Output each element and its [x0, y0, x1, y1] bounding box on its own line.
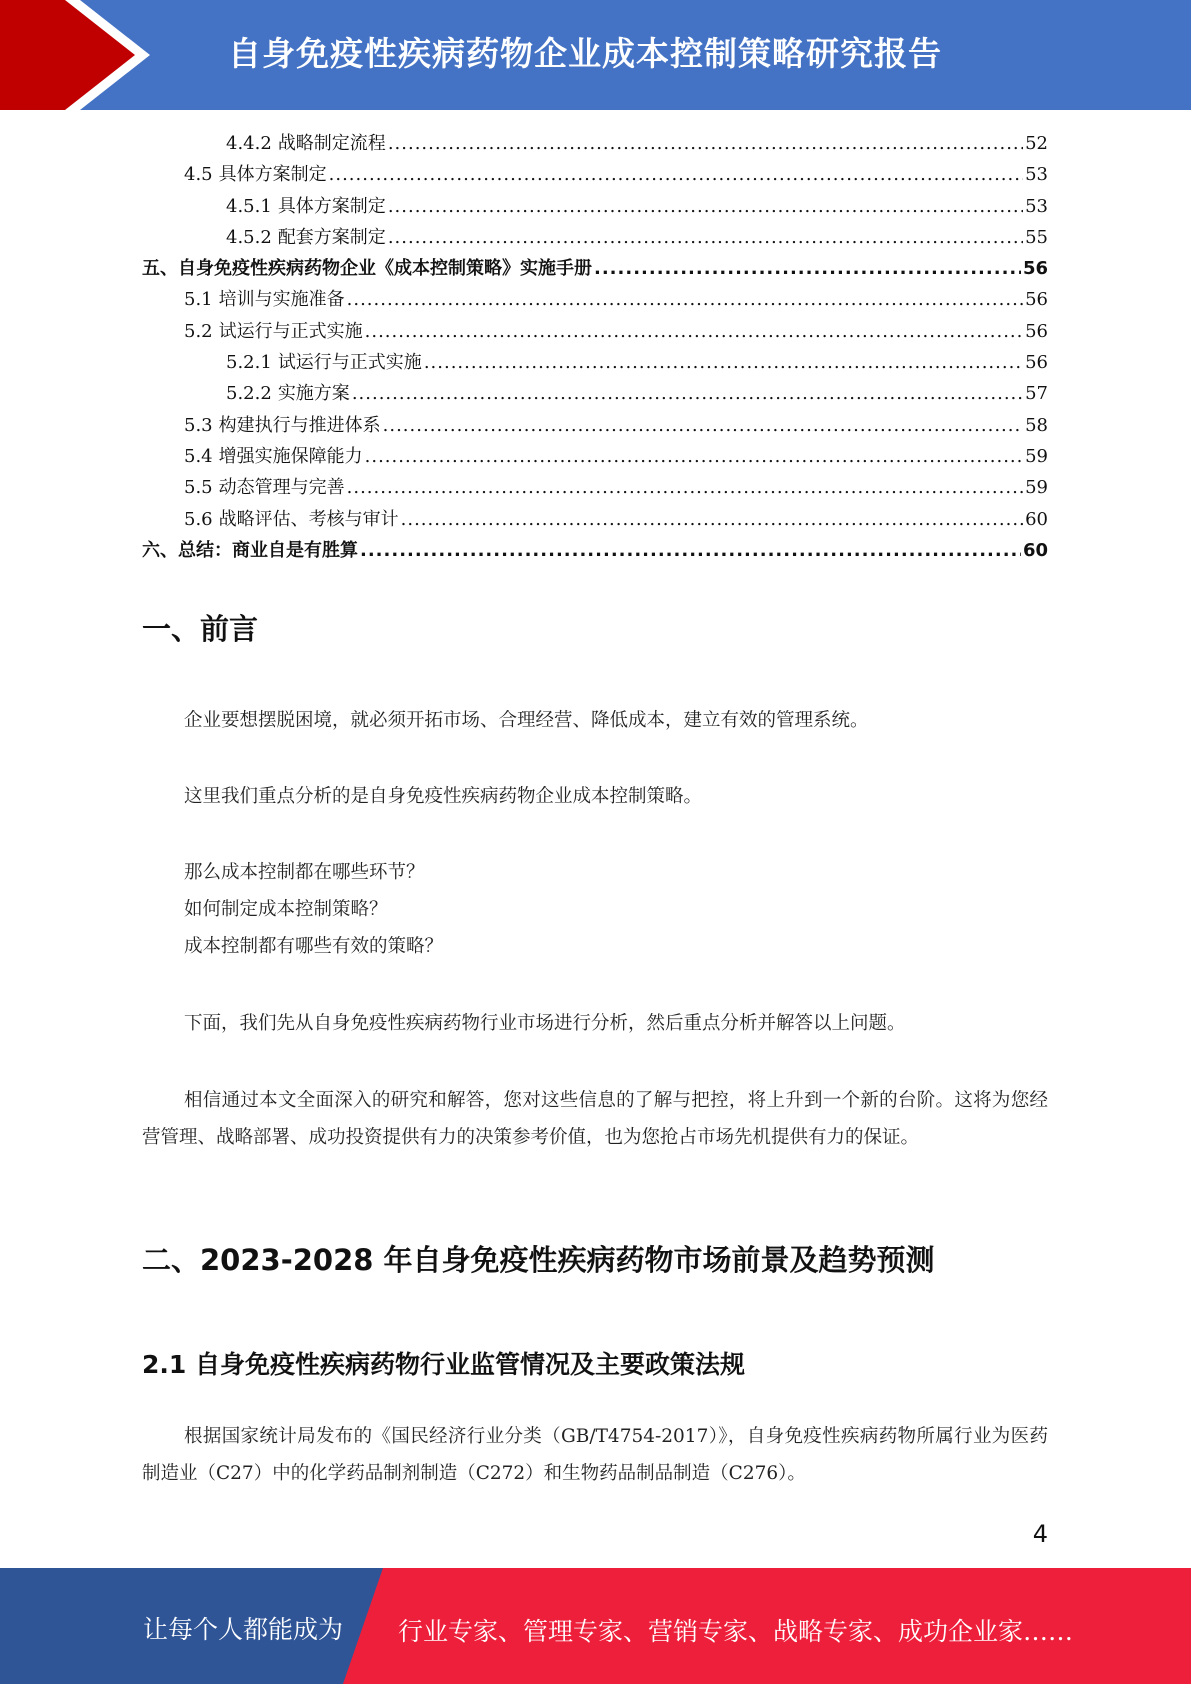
- toc-entry-page: 53: [1025, 164, 1048, 186]
- toc-entry[interactable]: [142, 160, 1048, 191]
- toc-entry-page: 56: [1025, 352, 1048, 374]
- toc-entry-label: 增强实施保障能力: [218, 445, 363, 467]
- toc-entry-label: 动态管理与完善: [218, 477, 345, 499]
- toc-entry-page: 59: [1025, 445, 1048, 467]
- toc-entry-page: 60: [1025, 508, 1048, 530]
- footer-slogan-right: 行业专家、管理专家、营销专家、战略专家、成功企业家……: [398, 1617, 1074, 1646]
- section-heading-preface: 一、前言: [142, 612, 259, 646]
- toc-entry-page: 53: [1025, 195, 1048, 217]
- toc-leader-dots: [360, 540, 1021, 561]
- section-heading-market-outlook: 二、2023-2028 年自身免疫性疾病药物市场前景及趋势预测: [142, 1243, 935, 1277]
- toc-entry[interactable]: [142, 379, 1048, 410]
- toc-leader-dots: [329, 164, 1023, 185]
- toc-entry-label: 培训与实施准备: [218, 289, 345, 311]
- footer-banner: [0, 1568, 1191, 1684]
- toc-entry-number: 4.5: [184, 164, 213, 186]
- toc-entry-label: 五、自身免疫性疾病药物企业《成本控制策略》实施手册: [142, 258, 592, 280]
- toc-leader-dots: [347, 477, 1023, 498]
- footer-slogan-left: 让每个人都能成为: [143, 1615, 344, 1644]
- toc-entry[interactable]: [142, 285, 1048, 316]
- toc-entry-label: 配套方案制定: [277, 226, 386, 248]
- toc-entry-number: 5.2.2: [226, 383, 272, 405]
- question-line: 如何制定成本控制策略？: [184, 899, 388, 920]
- toc-entry-number: 5.4: [184, 445, 213, 467]
- toc-entry-number: 4.5.2: [226, 226, 272, 248]
- toc-entry-number: 5.1: [184, 289, 213, 311]
- toc-leader-dots: [388, 227, 1023, 248]
- toc-entry-label: 试运行与正式实施: [218, 320, 363, 342]
- subsection-heading-regulation: 2.1 自身免疫性疾病药物行业监管情况及主要政策法规: [142, 1350, 745, 1379]
- toc-entry[interactable]: [142, 536, 1048, 567]
- toc-entry-page: 56: [1022, 258, 1048, 280]
- page-number: 4: [1032, 1520, 1048, 1548]
- toc-entry-number: 4.4.2: [226, 133, 272, 154]
- toc-leader-dots: [424, 352, 1023, 373]
- toc-entry[interactable]: [142, 317, 1048, 348]
- toc-entry-page: 58: [1025, 414, 1048, 436]
- question-line: 成本控制都有哪些有效的策略？: [184, 936, 444, 957]
- toc-entry-label: 构建执行与推进体系: [218, 414, 381, 436]
- toc-leader-dots: [388, 196, 1023, 217]
- toc-leader-dots: [352, 383, 1023, 404]
- paragraph: 下面，我们先从自身免疫性疾病药物行业市场进行分析，然后重点分析并解答以上问题。: [184, 1013, 906, 1034]
- toc-entry-number: 5.5: [184, 477, 213, 499]
- toc-leader-dots: [365, 446, 1023, 467]
- toc-entry-page: 59: [1025, 477, 1048, 499]
- table-of-contents: [142, 129, 1048, 567]
- toc-entry-number: 4.5.1: [226, 195, 272, 217]
- toc-entry[interactable]: [142, 505, 1048, 536]
- toc-leader-dots: [388, 133, 1023, 154]
- toc-leader-dots: [383, 415, 1023, 436]
- toc-entry-page: 56: [1025, 320, 1048, 342]
- toc-entry-label: 具体方案制定: [218, 164, 327, 186]
- toc-entry-label: 具体方案制定: [277, 195, 386, 217]
- toc-entry[interactable]: [142, 473, 1048, 504]
- question-line: 那么成本控制都在哪些环节？: [184, 862, 425, 883]
- toc-leader-dots: [365, 321, 1023, 342]
- toc-entry-page: 55: [1025, 226, 1048, 248]
- toc-entry[interactable]: [142, 223, 1048, 254]
- toc-entry[interactable]: [142, 348, 1048, 379]
- toc-entry-number: 5.2: [184, 320, 213, 342]
- toc-entry-label: 战略制定流程: [277, 133, 386, 154]
- toc-entry[interactable]: [142, 411, 1048, 442]
- toc-entry-label: 实施方案: [277, 383, 350, 405]
- toc-entry-page: 56: [1025, 289, 1048, 311]
- toc-entry-label: 六、总结：商业自是有胜算: [142, 539, 358, 561]
- paragraph: 相信通过本文全面深入的研究和解答，您对这些信息的了解与把控，将上升到一个新的台阶。这将为您经营管理、战略部署、成功投资提供有力的决策参考价值，也为您抢占市场先机提供有力的保证。: [142, 1090, 1048, 1148]
- toc-entry-label: 战略评估、考核与审计: [218, 508, 399, 530]
- toc-leader-dots: [401, 509, 1023, 530]
- toc-entry[interactable]: [142, 192, 1048, 223]
- toc-leader-dots: [594, 258, 1021, 279]
- report-title: 自身免疫性疾病药物企业成本控制策略研究报告: [228, 34, 942, 73]
- paragraph: 企业要想摆脱困境，就必须开拓市场、合理经营、降低成本，建立有效的管理系统。: [184, 710, 869, 731]
- toc-leader-dots: [347, 289, 1023, 310]
- paragraph: 这里我们重点分析的是自身免疫性疾病药物企业成本控制策略。: [184, 786, 703, 807]
- toc-entry[interactable]: [142, 254, 1048, 285]
- paragraph: 根据国家统计局发布的《国民经济行业分类（GB/T4754-2017）》，自身免疫性疾病药物所属行业为医药制造业（C27）中的化学药品制剂制造（C272）和生物药品制品制造（C276）。: [142, 1426, 1048, 1484]
- toc-entry[interactable]: [142, 442, 1048, 473]
- toc-entry-number: 5.3: [184, 414, 213, 436]
- toc-entry-number: 5.2.1: [226, 352, 272, 374]
- toc-entry-page: 52: [1025, 133, 1048, 154]
- toc-entry-page: 60: [1022, 539, 1048, 561]
- toc-entry-label: 试运行与正式实施: [277, 352, 422, 374]
- toc-entry-page: 57: [1025, 383, 1048, 405]
- header-banner: [0, 0, 1191, 110]
- toc-entry-number: 5.6: [184, 508, 213, 530]
- toc-entry[interactable]: [142, 129, 1048, 160]
